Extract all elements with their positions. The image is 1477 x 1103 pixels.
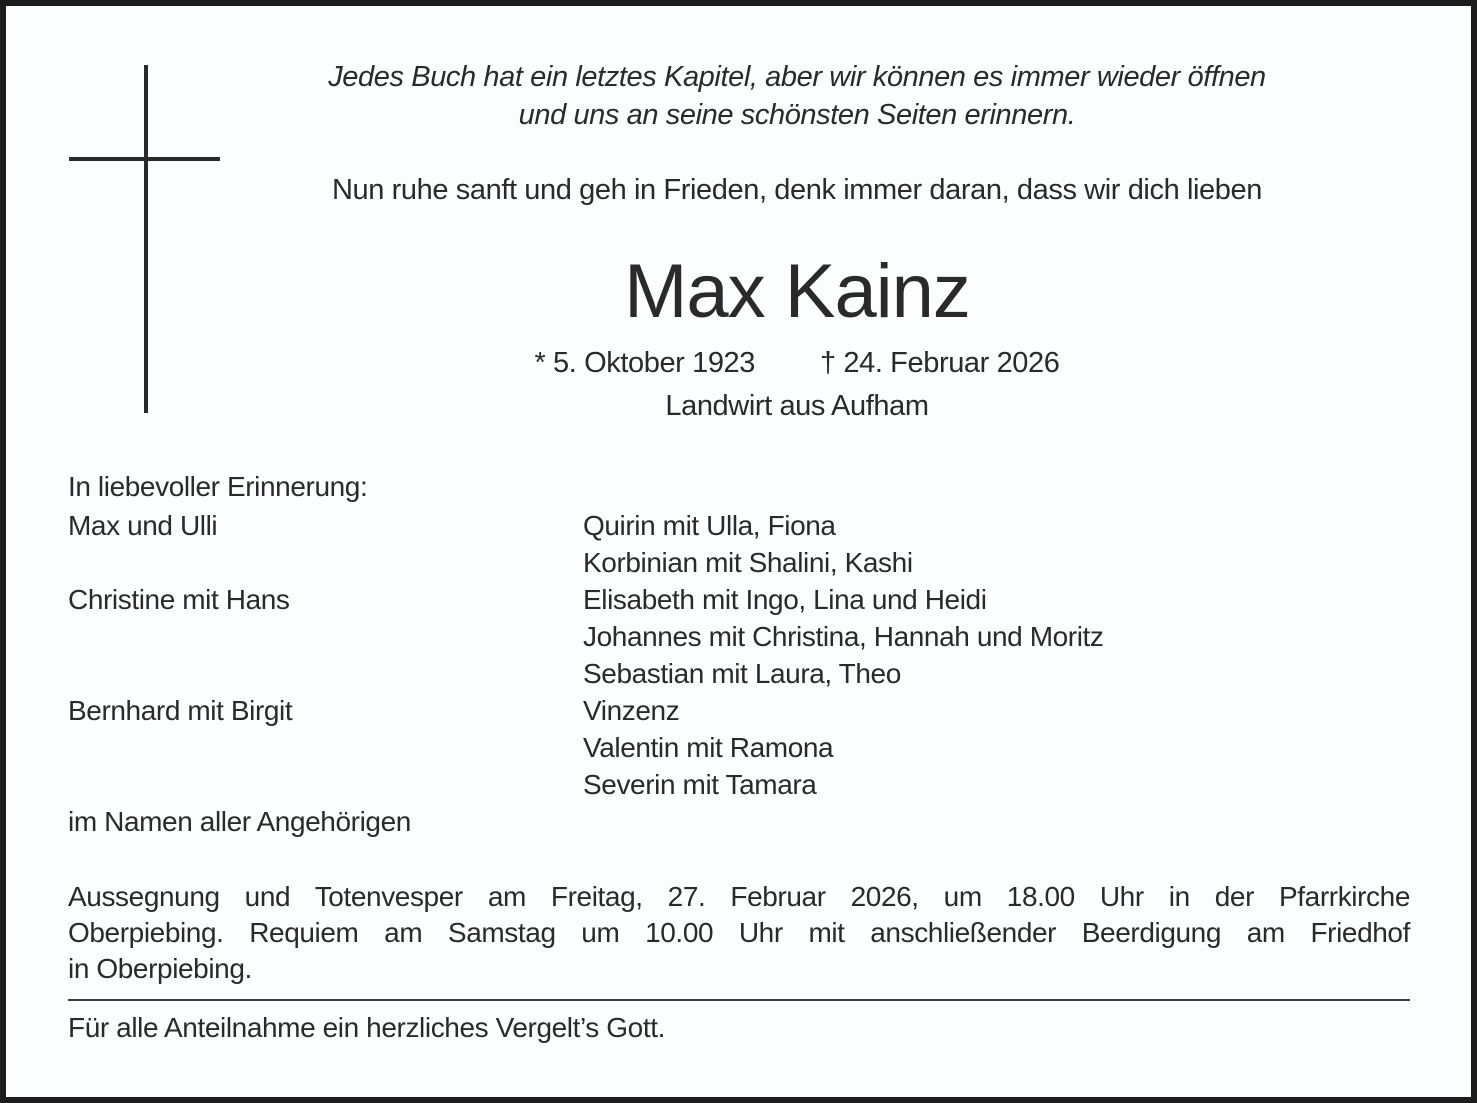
latin-cross-icon xyxy=(6,6,246,426)
mourner-right: Sebastian mit Laura, Theo xyxy=(583,658,901,689)
funeral-line-3: in Oberpiebing. xyxy=(68,953,252,984)
dedication-line: Nun ruhe sanft und geh in Frieden, denk immer daran, dass wir dich lieben xyxy=(332,174,1262,206)
mourner-row xyxy=(68,729,1410,766)
funeral-line-1: Aussegnung und Totenvesper am Freitag, 27. Februar 2026, um 18.00 Uhr in der Pfarrkirche xyxy=(68,881,1410,912)
body-block xyxy=(6,468,1471,1046)
closing-line: Für alle Anteilnahme ein herzliches Vergelt’s Gott. xyxy=(68,1012,665,1043)
mourner-right: Johannes mit Christina, Hannah und Moritz xyxy=(583,621,1104,652)
mourner-row xyxy=(68,581,1410,618)
divider-rule xyxy=(68,999,1410,1001)
mourner-left xyxy=(68,766,583,803)
quote-line-2: und uns an seine schönsten Seiten erinnern. xyxy=(518,99,1076,131)
mourner-row xyxy=(68,544,1410,581)
mourner-left xyxy=(68,729,583,766)
mourner-left xyxy=(68,618,583,655)
mourners-list xyxy=(68,507,1410,803)
mourner-right: Quirin mit Ulla, Fiona xyxy=(583,510,836,541)
mourner-row xyxy=(68,766,1410,803)
death-date: † 24. Februar 2026 xyxy=(820,347,1060,379)
mourner-left: Max und Ulli xyxy=(68,510,218,541)
notice-content xyxy=(6,6,1471,1097)
mourner-left: Christine mit Hans xyxy=(68,584,290,615)
mourner-right: Valentin mit Ramona xyxy=(583,732,834,763)
mourner-row xyxy=(68,507,1410,544)
mourner-left xyxy=(68,544,583,581)
deceased-name: Max Kainz xyxy=(624,249,970,334)
birth-date: * 5. Oktober 1923 xyxy=(534,347,756,379)
mourner-right: Severin mit Tamara xyxy=(583,769,817,800)
mourners-outro: im Namen aller Angehörigen xyxy=(68,806,411,837)
mourner-row xyxy=(68,655,1410,692)
mourner-right: Elisabeth mit Ingo, Lina und Heidi xyxy=(583,584,987,615)
mourner-left: Bernhard mit Birgit xyxy=(68,695,293,726)
quote-line-1: Jedes Buch hat ein letztes Kapitel, aber wir können es immer wieder öffnen xyxy=(328,61,1266,93)
funeral-line-2: Oberpiebing. Requiem am Samstag um 10.00 Uhr mit anschließender Beerdigung am Friedhof xyxy=(68,917,1410,948)
mourner-right: Vinzenz xyxy=(583,695,680,726)
mourner-left xyxy=(68,655,583,692)
mourners-intro: In liebevoller Erinnerung: xyxy=(68,471,368,502)
funeral-details xyxy=(68,879,1410,987)
cross-vertical-bar xyxy=(144,65,148,413)
mourner-row xyxy=(68,692,1410,729)
cross-horizontal-bar xyxy=(69,157,220,161)
mourner-right: Korbinian mit Shalini, Kashi xyxy=(583,547,913,578)
deceased-subtitle: Landwirt aus Aufham xyxy=(665,390,929,422)
life-dates xyxy=(123,344,1471,382)
mourner-row xyxy=(68,618,1410,655)
